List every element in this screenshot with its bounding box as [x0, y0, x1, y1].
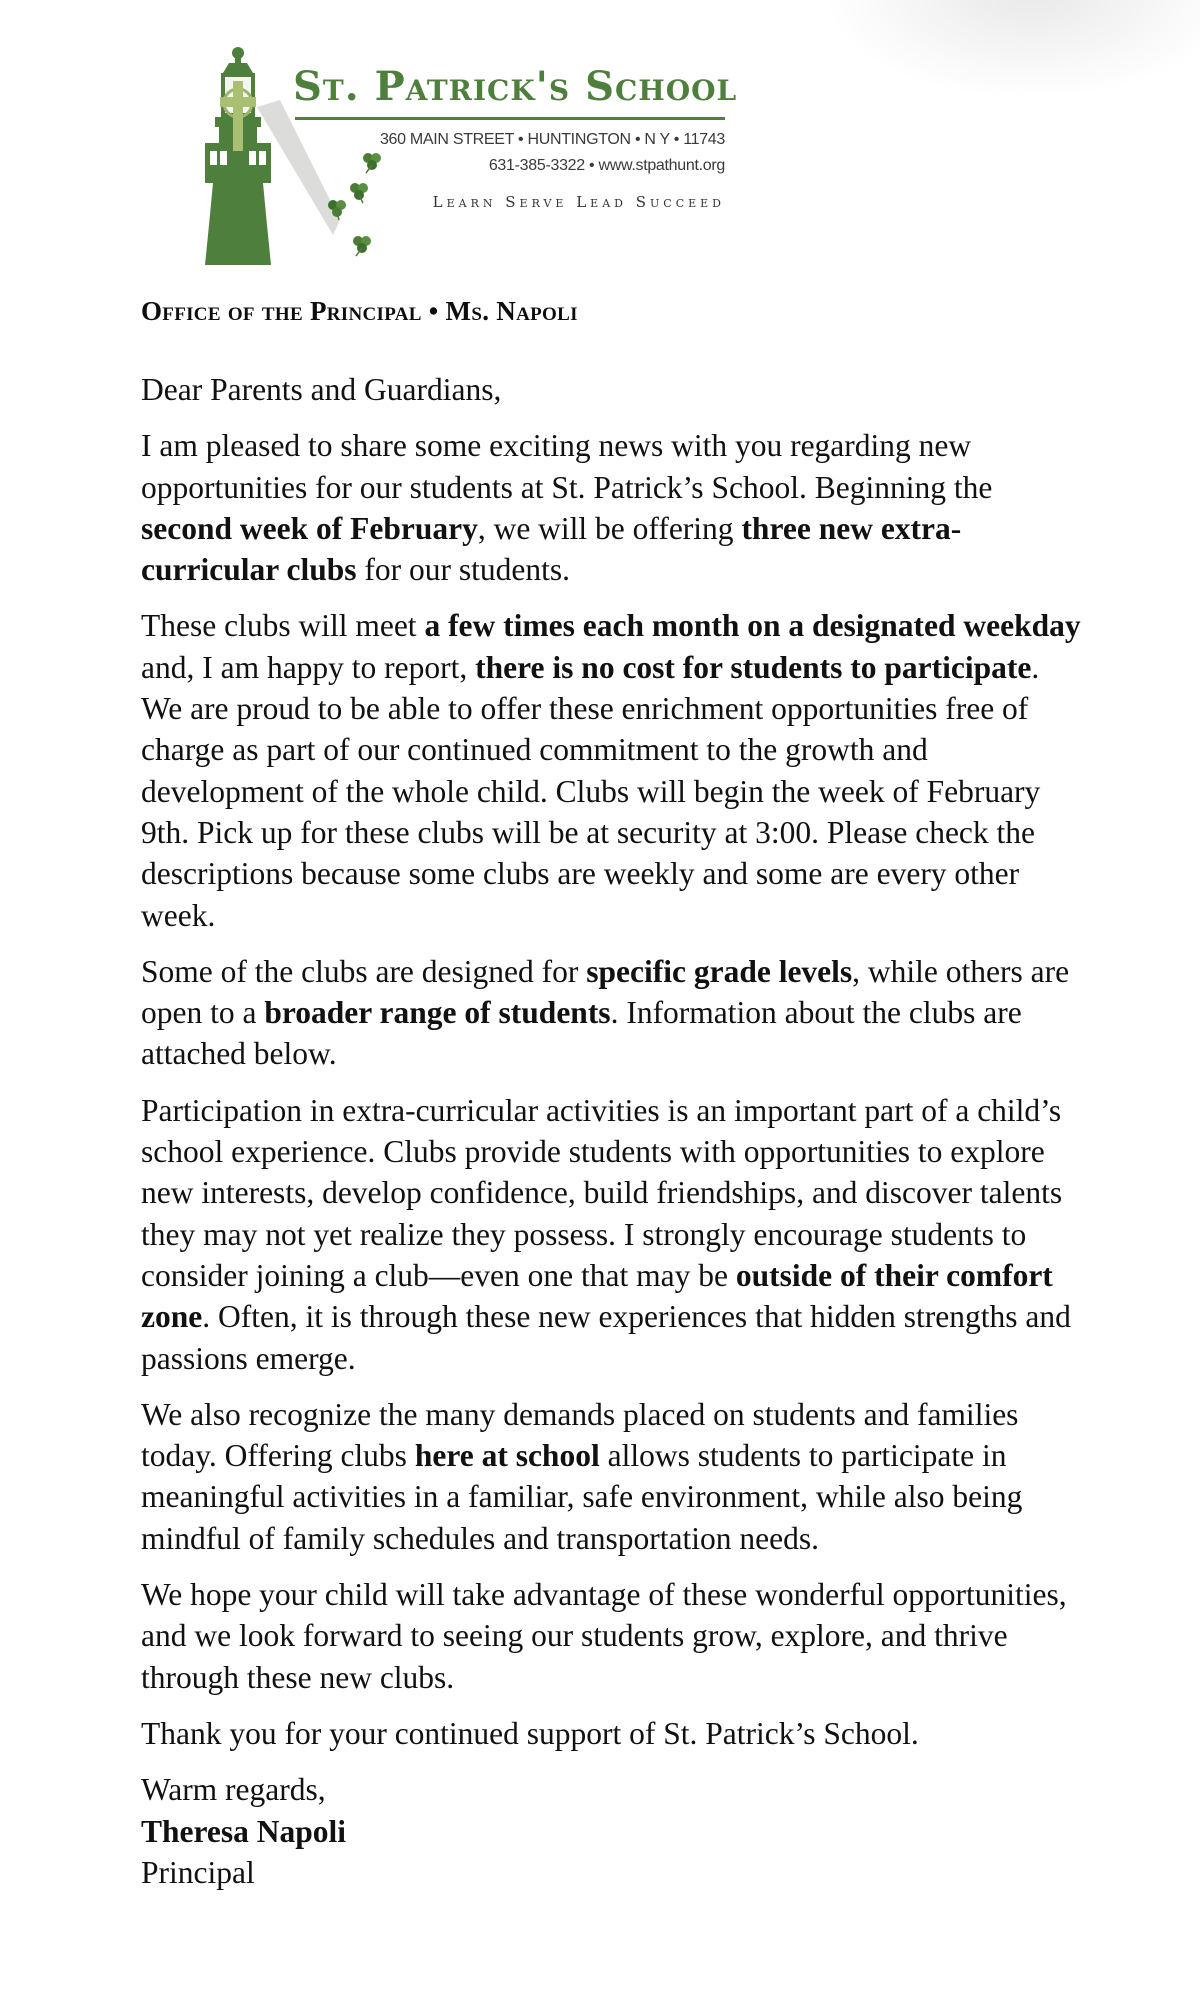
office-heading: Office of the Principal • Ms. Napoli [141, 296, 578, 326]
school-phone-website: 631-385-3322 • www.stpathunt.org [488, 157, 725, 174]
paragraph-text: , while others are open to a [141, 953, 1070, 1031]
closing: Warm regards, [141, 1772, 326, 1808]
paragraph-text: Participation in extra-curricular activities is an important part of a child’s school experience. Clubs provide students with opportunities to explore new interests, develop confidence, build friendships, and discover talents they may not yet realize they possess. I strongly encourage students to consider joining a club—even one that may be [141, 1092, 1063, 1293]
letter-paragraph [141, 1090, 1081, 1379]
emphasis-text: three new extra-curricular clubs [141, 510, 962, 588]
paragraph-text: . Often, it is through these new experiences that hidden strengths and passions emerge. [141, 1299, 1071, 1376]
letterhead [205, 45, 738, 270]
letter-paragraph [141, 605, 1081, 935]
shamrock-icon [347, 180, 371, 204]
letter-paragraphs [141, 425, 1081, 1754]
emphasis-text: outside of their comfort zone [141, 1257, 1053, 1335]
paragraph-text: for our students. [356, 552, 571, 588]
letter-paragraph [141, 1713, 1081, 1754]
letter-paragraph [141, 951, 1081, 1075]
page-corner-shadow [820, 0, 1200, 100]
salutation: Dear Parents and Guardians, [141, 372, 502, 407]
letter-paragraph [141, 1574, 1081, 1698]
school-name: St. Patrick's School [293, 63, 738, 110]
shamrock-icon [350, 233, 374, 257]
paragraph-text: Thank you for your continued support of St. Patrick’s School. [141, 1715, 919, 1751]
letter-body [141, 296, 1081, 1893]
letter-paragraph [141, 425, 1081, 590]
paragraph-text: . Information about the clubs are attached below. [141, 995, 1022, 1072]
paragraph-text: We also recognize the many demands placed on students and families today. Offering clubs [141, 1396, 1019, 1474]
emphasis-text: specific grade levels [586, 953, 853, 989]
paragraph-text: We hope your child will take advantage of these wonderful opportunities, and we look forward to seeing our students grow, explore, and thrive through these new clubs. [141, 1577, 1067, 1695]
school-name-underline [295, 117, 725, 120]
emphasis-text: here at school [414, 1438, 600, 1474]
shamrock-icon [325, 197, 349, 221]
paragraph-text: , we will be offering [477, 510, 742, 546]
paragraph-text: allows students to participate in meaningful activities in a familiar, safe environment, while also being mindful of family schedules and transportation needs. [141, 1438, 1023, 1556]
emphasis-text: there is no cost for students to participate [475, 649, 1032, 685]
paragraph-text: . We are proud to be able to offer these enrichment opportunities free of charge as part of our continued commitment to the growth and development of the whole child. Clubs will begin the week of February 9th. Pick up for these clubs will be at security at 3:00. Please check the descriptions because some clubs are weekly and some are every other week. [141, 649, 1041, 933]
paragraph-text: Some of the clubs are designed for [141, 953, 587, 989]
signature-title: Principal [141, 1854, 255, 1890]
signature-name: Theresa Napoli [141, 1813, 347, 1849]
letter-paragraph [141, 1394, 1081, 1559]
paragraph-text: I am pleased to share some exciting news with you regarding new opportunities for our students at St. Patrick’s School. Beginning the [141, 428, 993, 505]
paragraph-text: and, I am happy to report, [141, 649, 476, 685]
shamrock-icon [360, 150, 384, 174]
emphasis-text: a few times each month on a designated weekday [424, 608, 1081, 644]
emphasis-text: second week of February [141, 510, 478, 546]
school-motto: Learn Serve Lead Succeed [432, 193, 725, 211]
school-address: 360 MAIN STREET • HUNTINGTON • N Y • 11743 [379, 131, 725, 148]
paragraph-text: These clubs will meet [141, 608, 425, 644]
emphasis-text: broader range of students [264, 995, 611, 1031]
